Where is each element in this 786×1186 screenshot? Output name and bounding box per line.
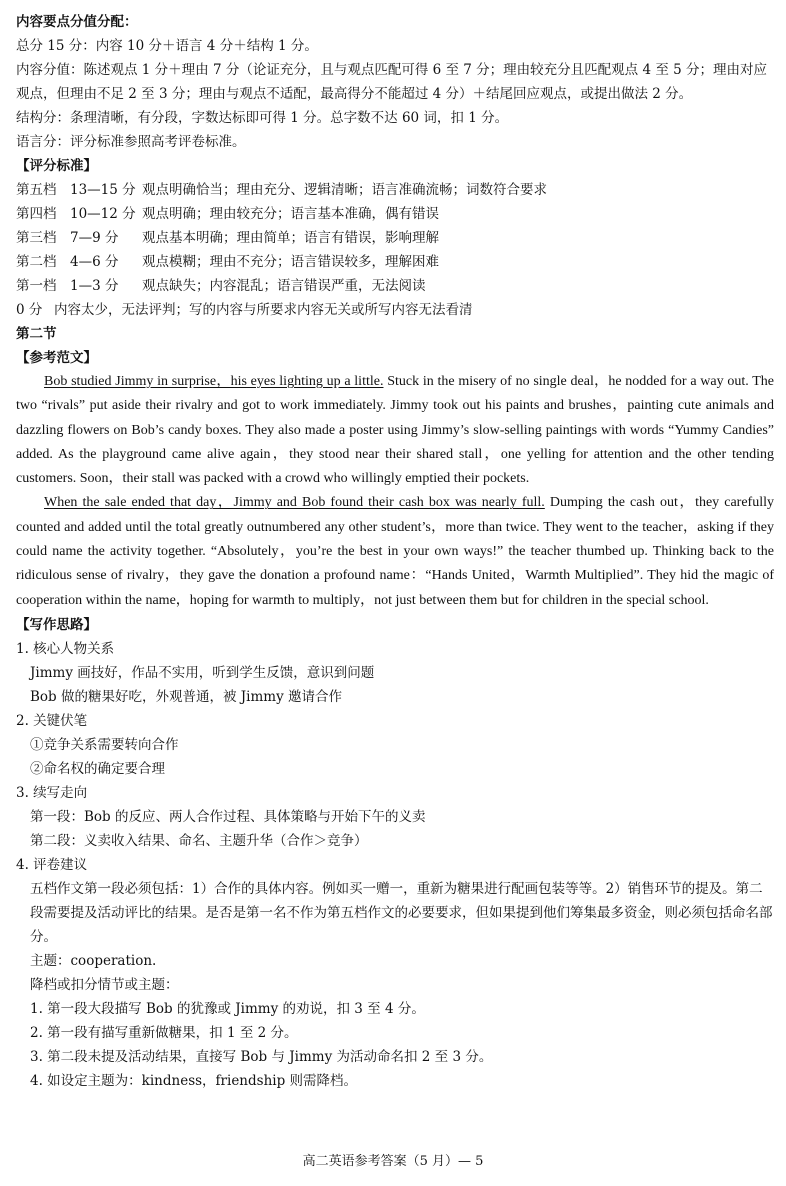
tier-score: 4—6 分 bbox=[70, 254, 119, 270]
essay-paragraph-1 bbox=[16, 370, 774, 491]
tier-desc: 观点模糊；理由不充分；语言错误较多，理解困难 bbox=[142, 254, 439, 270]
deduction-item-2: 2. 第一段有描写重新做糖果，扣 1 至 2 分。 bbox=[30, 1024, 298, 1041]
content-points-heading: 内容要点分值分配： bbox=[16, 14, 138, 30]
structure-score-line: 结构分：条理清晰，有分段，字数达标即可得 1 分。总字数不达 60 词，扣 1 分。 bbox=[16, 110, 509, 126]
sample-essay bbox=[16, 370, 774, 613]
writing-ideas-heading: 【写作思路】 bbox=[16, 616, 97, 633]
answer-page bbox=[16, 10, 774, 1093]
paragraph-2-body: Dumping the cash out，they carefully counted and added until the total greatly outnumbered any other student’s，more than twice. They went to the teacher，asking if they could name the activity together. “Absolutely，you’re the best in your own ways!” the teacher thumbed up. Thinking back to the ridiculous sense of rivalry，they gave the donation a profound name：“Hands United，Warmth Multiplied”. They hid the magic of cooperation within the name，hoping for warmth to multiply，not just between them but for children in the special school. bbox=[16, 495, 774, 608]
zero-score: 0 分 bbox=[16, 302, 43, 318]
ideas-item-4: 4. 评卷建议 bbox=[16, 856, 88, 873]
ideas-item-3b: 第二段：义卖收入结果、命名、主题升华（合作＞竞争） bbox=[30, 832, 368, 849]
tier-row bbox=[16, 250, 774, 274]
tier-desc: 观点明确恰当；理由充分、逻辑清晰；语言准确流畅；词数符合要求 bbox=[142, 182, 547, 198]
tier-desc: 观点明确；理由较充分；语言基本准确，偶有错误 bbox=[142, 206, 439, 222]
grading-suggestion-text: 五档作文第一段必须包括：1）合作的具体内容。例如买一赠一，重新为糖果进行配画包装等等。2）销售环节的提及。第二段需要提及活动评比的结果。是否是第一名不作为第五档作文的必要要求，但如果提到他们筹集最多资金，则必须包括命名部分。 bbox=[30, 880, 773, 945]
tier-desc: 观点基本明确；理由简单；语言有错误，影响理解 bbox=[142, 230, 439, 246]
deduction-item-3: 3. 第二段未提及活动结果，直接写 Bob 与 Jimmy 为活动命名扣 2 至 3 分。 bbox=[30, 1048, 493, 1065]
ideas-item-3: 3. 续写走向 bbox=[16, 784, 88, 801]
tier-score: 1—3 分 bbox=[70, 278, 119, 294]
tier-level: 第三档 bbox=[16, 230, 57, 246]
tier-score: 7—9 分 bbox=[70, 230, 119, 246]
tier-score: 10—12 分 bbox=[70, 206, 136, 222]
content-score-text: 内容分值：陈述观点 1 分＋理由 7 分（论证充分，且与观点匹配可得 6 至 7 分；理由较充分且匹配观点 4 至 5 分；理由对应观点，但理由不足 2 至 3 分；理由与观点不适配，最高得分不能超过 4 分）＋结尾回应观点，或提出做法 2 分。 bbox=[16, 62, 768, 102]
ideas-item-3a: 第一段：Bob 的反应、两人合作过程、具体策略与开始下午的义卖 bbox=[30, 808, 426, 825]
deduction-item-1: 1. 第一段大段描写 Bob 的犹豫或 Jimmy 的劝说，扣 3 至 4 分。 bbox=[30, 1000, 425, 1017]
criteria-heading: 【评分标准】 bbox=[16, 158, 97, 174]
tier-level: 第五档 bbox=[16, 182, 57, 198]
ideas-item-2: 2. 关键伏笔 bbox=[16, 712, 88, 729]
deduction-heading: 降档或扣分情节或主题： bbox=[30, 976, 179, 993]
ideas-item-1a: Jimmy 画技好，作品不实用，听到学生反馈，意识到问题 bbox=[30, 664, 375, 681]
deduction-item-4: 4. 如设定主题为：kindness，friendship 则需降档。 bbox=[30, 1072, 358, 1089]
ideas-item-1: 1. 核心人物关系 bbox=[16, 640, 115, 657]
paragraph-1-opening: Bob studied Jimmy in surprise，his eyes lighting up a little. bbox=[44, 374, 384, 389]
page-footer: 高二英语参考答案（5 月）— 5 bbox=[302, 1154, 484, 1169]
ideas-item-2a: ①竞争关系需要转向合作 bbox=[30, 736, 179, 753]
section2-heading: 第二节 bbox=[16, 326, 57, 342]
tier-row bbox=[16, 274, 774, 298]
zero-tier-row bbox=[16, 298, 774, 322]
paragraph-1-body: Stuck in the misery of no single deal，he nodded for a way out. The two “rivals” put aside their rivalry and got to work immediately. Jimmy took out his paints and brushes，painting cute animals and dazzling flowers on Bob’s candy boxes. They also made a poster using Jimmy’s slow-selling paintings with words “Yummy Candies” added. As the playground came alive again，they stood near their shared stall，one yelling for attention and the other tending customers. Soon，their stall was packed with a crowd who willingly emptied their pockets. bbox=[16, 374, 774, 487]
total-score-line: 总分 15 分：内容 10 分＋语言 4 分＋结构 1 分。 bbox=[16, 38, 318, 54]
zero-desc: 内容太少，无法评判；写的内容与所要求内容无关或所写内容无法看清 bbox=[54, 302, 473, 318]
paragraph-2-opening: When the sale ended that day，Jimmy and Bob found their cash box was nearly full. bbox=[44, 495, 545, 511]
ideas-item-2b: ②命名权的确定要合理 bbox=[30, 760, 165, 777]
tier-level: 第一档 bbox=[16, 278, 57, 294]
tier-score: 13—15 分 bbox=[70, 182, 136, 198]
language-score-line: 语言分：评分标准参照高考评卷标准。 bbox=[16, 134, 246, 150]
tier-row bbox=[16, 178, 774, 202]
tier-level: 第二档 bbox=[16, 254, 57, 270]
essay-paragraph-2 bbox=[16, 491, 774, 612]
ideas-item-1b: Bob 做的糖果好吃，外观普通，被 Jimmy 邀请合作 bbox=[30, 688, 343, 705]
tier-desc: 观点缺失；内容混乱；语言错误严重，无法阅读 bbox=[142, 278, 426, 294]
tier-row bbox=[16, 226, 774, 250]
sample-essay-heading: 【参考范文】 bbox=[16, 350, 97, 366]
theme-line: 主题：cooperation. bbox=[30, 952, 157, 969]
tier-row bbox=[16, 202, 774, 226]
tier-level: 第四档 bbox=[16, 206, 57, 222]
